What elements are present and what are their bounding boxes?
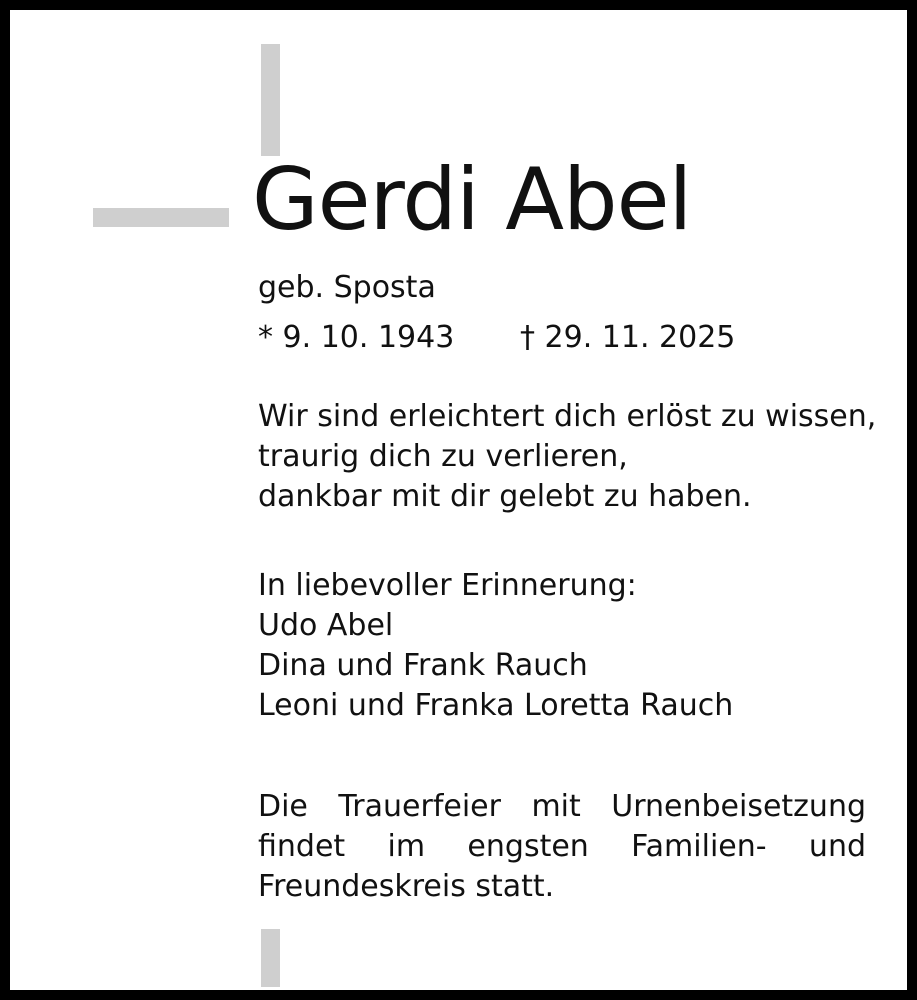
mourner-name: Dina und Frank Rauch (258, 648, 588, 683)
mourner-name: Udo Abel (258, 608, 394, 643)
cross-left-bar (93, 208, 229, 227)
verse (258, 397, 876, 517)
funeral-line: findet im engsten Familien- und (258, 829, 866, 864)
funeral-notice (258, 787, 866, 907)
memory-heading: In liebevoller Erinnerung: (258, 568, 637, 603)
deceased-name: Gerdi Abel (252, 150, 692, 250)
memory-section (258, 566, 733, 726)
death-date: † 29. 11. 2025 (520, 320, 736, 355)
birth-date: * 9. 10. 1943 (258, 320, 455, 355)
cross-bottom-bar (261, 929, 280, 987)
mourner-name: Leoni und Franka Loretta Rauch (258, 688, 734, 723)
cross-top-bar (261, 44, 280, 156)
verse-line: dankbar mit dir gelebt zu haben. (258, 479, 752, 514)
funeral-line: Freundeskreis statt. (258, 869, 555, 904)
verse-line: traurig dich zu verlieren, (258, 439, 628, 474)
verse-line: Wir sind erleichtert dich erlöst zu wissen, (258, 399, 877, 434)
maiden-name: geb. Sposta (258, 270, 436, 305)
funeral-line: Die Trauerfeier mit Urnenbeisetzung (258, 789, 866, 824)
